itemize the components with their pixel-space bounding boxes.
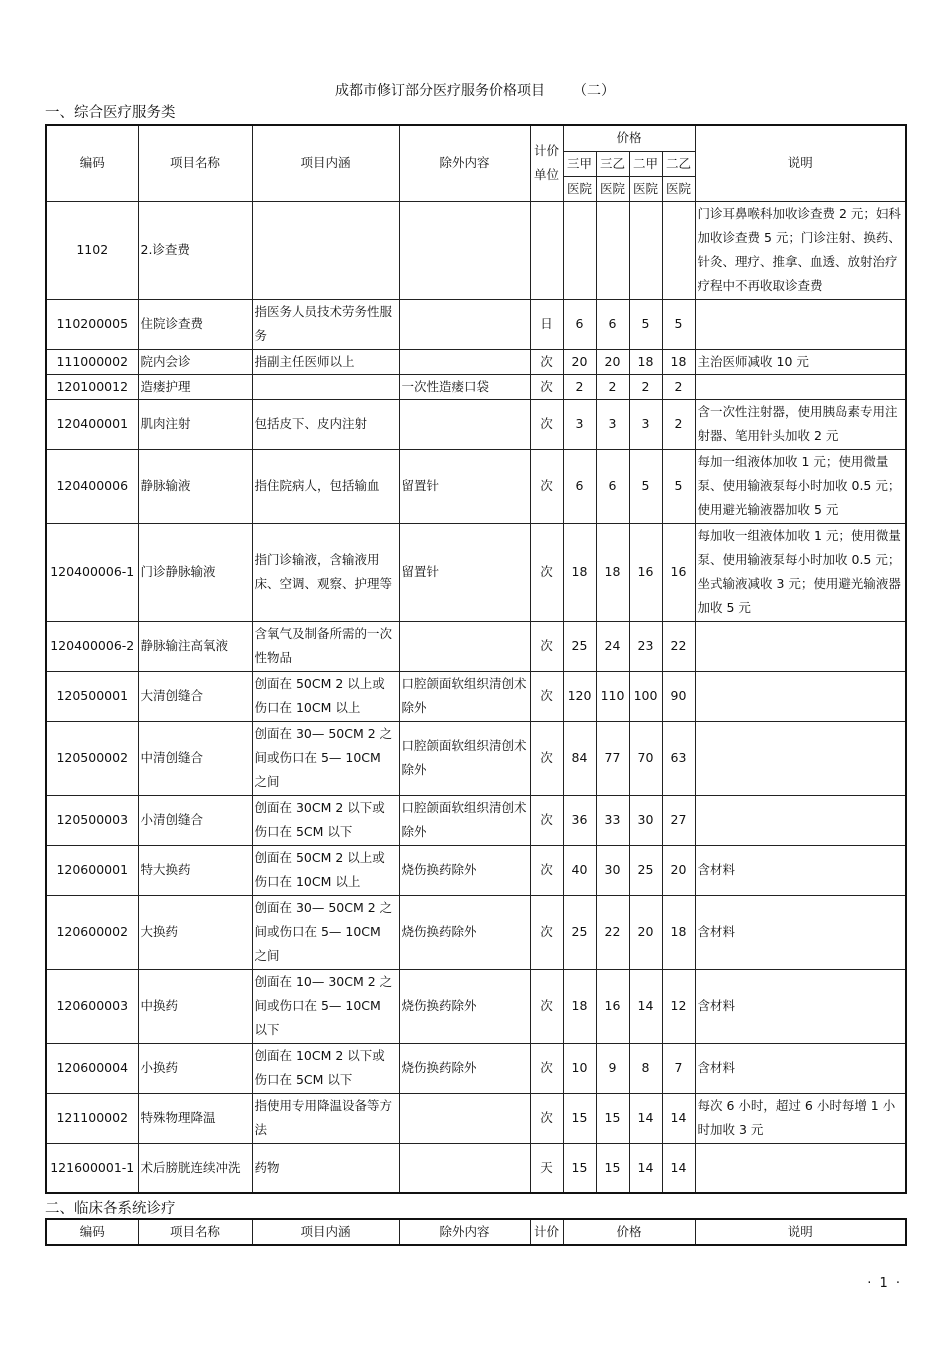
row-code: 120600002 — [46, 895, 138, 969]
row-price-3: 14 — [629, 1143, 662, 1193]
row-exclusion — [399, 1143, 530, 1193]
table2-header-row — [46, 1219, 906, 1245]
row-price-2: 6 — [596, 449, 629, 523]
row-price-4: 16 — [662, 523, 695, 621]
header2-code: 编码 — [46, 1219, 138, 1245]
header2-note: 说明 — [695, 1219, 906, 1245]
row-price-4: 2 — [662, 374, 695, 399]
row-code: 120400006 — [46, 449, 138, 523]
row-price-1: 18 — [563, 523, 596, 621]
table-row — [46, 399, 906, 449]
row-price-1: 15 — [563, 1143, 596, 1193]
price-table-2 — [45, 1218, 907, 1246]
row-code: 121100002 — [46, 1093, 138, 1143]
section-heading-1: 一、综合医疗服务类 — [45, 105, 176, 121]
row-unit: 次 — [530, 795, 563, 845]
header2-price: 价格 — [563, 1219, 695, 1245]
row-note: 含材料 — [695, 969, 906, 1043]
row-price-2: 2 — [596, 374, 629, 399]
row-note — [695, 671, 906, 721]
row-unit: 次 — [530, 845, 563, 895]
row-note — [695, 621, 906, 671]
row-unit: 次 — [530, 349, 563, 374]
row-content — [252, 374, 399, 399]
row-content: 药物 — [252, 1143, 399, 1193]
row-code: 120500001 — [46, 671, 138, 721]
row-exclusion: 口腔颌面软组织清创术除外 — [399, 795, 530, 845]
row-note: 主治医师减收 10 元 — [695, 349, 906, 374]
header-exclusion: 除外内容 — [399, 125, 530, 201]
row-price-4: 5 — [662, 449, 695, 523]
row-price-1: 84 — [563, 721, 596, 795]
header-level-4: 二乙 — [662, 151, 695, 176]
row-note — [695, 374, 906, 399]
row-content: 创面在 10CM 2 以下或伤口在 5CM 以下 — [252, 1043, 399, 1093]
row-price-1: 15 — [563, 1093, 596, 1143]
table-row — [46, 621, 906, 671]
row-code: 120500003 — [46, 795, 138, 845]
table-row — [46, 1093, 906, 1143]
row-exclusion — [399, 201, 530, 299]
row-price-3: 2 — [629, 374, 662, 399]
row-price-1: 40 — [563, 845, 596, 895]
row-price-4: 20 — [662, 845, 695, 895]
row-exclusion — [399, 299, 530, 349]
header2-unit: 计价 — [530, 1219, 563, 1245]
row-price-1: 20 — [563, 349, 596, 374]
table-row — [46, 721, 906, 795]
row-price-2: 15 — [596, 1143, 629, 1193]
row-price-1: 2 — [563, 374, 596, 399]
row-code: 120100012 — [46, 374, 138, 399]
price-table-1 — [45, 124, 907, 1194]
row-price-3: 14 — [629, 969, 662, 1043]
row-note — [695, 1143, 906, 1193]
row-price-2: 77 — [596, 721, 629, 795]
table-row — [46, 1043, 906, 1093]
table-row — [46, 349, 906, 374]
row-name: 特大换药 — [138, 845, 252, 895]
row-code: 120400006-1 — [46, 523, 138, 621]
row-price-3: 30 — [629, 795, 662, 845]
row-code: 120600003 — [46, 969, 138, 1043]
header-name: 项目名称 — [138, 125, 252, 201]
row-price-1: 25 — [563, 895, 596, 969]
table-row — [46, 795, 906, 845]
document-title — [0, 80, 950, 100]
header-code: 编码 — [46, 125, 138, 201]
row-code: 120400001 — [46, 399, 138, 449]
row-price-4: 5 — [662, 299, 695, 349]
row-name: 特殊物理降温 — [138, 1093, 252, 1143]
row-code: 110200005 — [46, 299, 138, 349]
header-level-3: 二甲 — [629, 151, 662, 176]
row-price-2: 110 — [596, 671, 629, 721]
row-price-3: 23 — [629, 621, 662, 671]
row-content: 含氧气及制备所需的一次性物品 — [252, 621, 399, 671]
table-row — [46, 969, 906, 1043]
row-unit: 次 — [530, 523, 563, 621]
row-code: 120500002 — [46, 721, 138, 795]
header-level-2: 三乙 — [596, 151, 629, 176]
row-price-1: 10 — [563, 1043, 596, 1093]
row-note: 含材料 — [695, 895, 906, 969]
row-exclusion — [399, 399, 530, 449]
row-code: 120600004 — [46, 1043, 138, 1093]
row-price-2 — [596, 201, 629, 299]
row-price-1 — [563, 201, 596, 299]
row-note — [695, 299, 906, 349]
row-exclusion — [399, 349, 530, 374]
row-unit: 次 — [530, 1043, 563, 1093]
row-price-4: 14 — [662, 1093, 695, 1143]
row-price-1: 120 — [563, 671, 596, 721]
row-note — [695, 721, 906, 795]
row-price-4: 2 — [662, 399, 695, 449]
row-unit: 次 — [530, 1093, 563, 1143]
header2-name: 项目名称 — [138, 1219, 252, 1245]
row-name: 肌肉注射 — [138, 399, 252, 449]
row-code: 120400006-2 — [46, 621, 138, 671]
table-body — [46, 201, 906, 1193]
row-exclusion: 口腔颌面软组织清创术除外 — [399, 721, 530, 795]
row-price-1: 3 — [563, 399, 596, 449]
row-name: 2.诊查费 — [138, 201, 252, 299]
header2-exclusion: 除外内容 — [399, 1219, 530, 1245]
header-hospital-4: 医院 — [662, 176, 695, 201]
row-unit: 次 — [530, 721, 563, 795]
row-price-2: 9 — [596, 1043, 629, 1093]
row-note: 每次 6 小时，超过 6 小时每增 1 小时加收 3 元 — [695, 1093, 906, 1143]
row-name: 小换药 — [138, 1043, 252, 1093]
row-exclusion: 留置针 — [399, 523, 530, 621]
row-unit — [530, 201, 563, 299]
row-name: 院内会诊 — [138, 349, 252, 374]
row-price-1: 18 — [563, 969, 596, 1043]
row-price-4: 18 — [662, 349, 695, 374]
row-price-2: 24 — [596, 621, 629, 671]
row-exclusion: 口腔颌面软组织清创术除外 — [399, 671, 530, 721]
row-content: 创面在 50CM 2 以上或伤口在 10CM 以上 — [252, 845, 399, 895]
row-name: 静脉输液 — [138, 449, 252, 523]
row-price-3: 16 — [629, 523, 662, 621]
row-unit: 次 — [530, 399, 563, 449]
row-price-2: 22 — [596, 895, 629, 969]
row-price-1: 25 — [563, 621, 596, 671]
row-name: 住院诊查费 — [138, 299, 252, 349]
row-price-1: 36 — [563, 795, 596, 845]
row-exclusion: 烧伤换药除外 — [399, 969, 530, 1043]
row-price-4: 18 — [662, 895, 695, 969]
row-price-3: 8 — [629, 1043, 662, 1093]
row-price-2: 18 — [596, 523, 629, 621]
header-note: 说明 — [695, 125, 906, 201]
row-content: 包括皮下、皮内注射 — [252, 399, 399, 449]
row-price-3: 100 — [629, 671, 662, 721]
row-content: 指使用专用降温设备等方法 — [252, 1093, 399, 1143]
row-price-3: 20 — [629, 895, 662, 969]
row-price-2: 16 — [596, 969, 629, 1043]
row-exclusion: 一次性造瘘口袋 — [399, 374, 530, 399]
row-price-2: 15 — [596, 1093, 629, 1143]
row-content: 创面在 10— 30CM 2 之间或伤口在 5— 10CM 以下 — [252, 969, 399, 1043]
row-exclusion: 烧伤换药除外 — [399, 895, 530, 969]
title-suffix: （二） — [573, 83, 615, 99]
row-price-3: 70 — [629, 721, 662, 795]
row-price-2: 20 — [596, 349, 629, 374]
row-price-2: 33 — [596, 795, 629, 845]
row-note: 含材料 — [695, 845, 906, 895]
header2-content: 项目内涵 — [252, 1219, 399, 1245]
row-exclusion: 留置针 — [399, 449, 530, 523]
row-content: 创面在 30— 50CM 2 之间或伤口在 5— 10CM 之间 — [252, 895, 399, 969]
row-unit: 次 — [530, 374, 563, 399]
row-price-4: 14 — [662, 1143, 695, 1193]
row-price-2: 30 — [596, 845, 629, 895]
header-hospital-3: 医院 — [629, 176, 662, 201]
row-code: 1102 — [46, 201, 138, 299]
table-row — [46, 1143, 906, 1193]
row-content — [252, 201, 399, 299]
row-unit: 次 — [530, 969, 563, 1043]
row-name: 大清创缝合 — [138, 671, 252, 721]
row-name: 术后膀胱连续冲洗 — [138, 1143, 252, 1193]
row-price-4: 12 — [662, 969, 695, 1043]
row-content: 创面在 30CM 2 以下或伤口在 5CM 以下 — [252, 795, 399, 845]
table-row — [46, 523, 906, 621]
row-price-2: 6 — [596, 299, 629, 349]
row-code: 120600001 — [46, 845, 138, 895]
row-exclusion: 烧伤换药除外 — [399, 845, 530, 895]
table-row — [46, 299, 906, 349]
row-unit: 次 — [530, 895, 563, 969]
row-price-3: 3 — [629, 399, 662, 449]
row-unit: 次 — [530, 671, 563, 721]
table-row — [46, 449, 906, 523]
row-unit: 次 — [530, 449, 563, 523]
row-name: 门诊静脉输液 — [138, 523, 252, 621]
title-text: 成都市修订部分医疗服务价格项目 — [335, 83, 545, 99]
row-name: 中换药 — [138, 969, 252, 1043]
row-note: 每加一组液体加收 1 元；使用微量泵、使用输液泵每小时加收 0.5 元；使用避光输液器加收 5 元 — [695, 449, 906, 523]
table-header — [46, 125, 906, 201]
row-price-4: 63 — [662, 721, 695, 795]
row-price-3 — [629, 201, 662, 299]
row-note: 含一次性注射器，使用胰岛素专用注射器、笔用针头加收 2 元 — [695, 399, 906, 449]
row-name: 中清创缝合 — [138, 721, 252, 795]
row-code: 111000002 — [46, 349, 138, 374]
header-hospital-2: 医院 — [596, 176, 629, 201]
row-price-1: 6 — [563, 449, 596, 523]
row-price-4: 27 — [662, 795, 695, 845]
row-exclusion: 烧伤换药除外 — [399, 1043, 530, 1093]
section-heading-2: 二、临床各系统诊疗 — [45, 1201, 176, 1217]
row-content: 指住院病人，包括输血 — [252, 449, 399, 523]
row-price-2: 3 — [596, 399, 629, 449]
table-row — [46, 374, 906, 399]
row-price-4 — [662, 201, 695, 299]
table-row — [46, 895, 906, 969]
row-name: 静脉输注高氧液 — [138, 621, 252, 671]
table-row — [46, 845, 906, 895]
row-unit: 次 — [530, 621, 563, 671]
header-price: 价格 — [563, 125, 695, 151]
row-name: 造瘘护理 — [138, 374, 252, 399]
page-number: · 1 · — [867, 1276, 902, 1291]
row-price-4: 22 — [662, 621, 695, 671]
row-exclusion — [399, 621, 530, 671]
row-name: 大换药 — [138, 895, 252, 969]
row-content: 创面在 30— 50CM 2 之间或伤口在 5— 10CM 之间 — [252, 721, 399, 795]
row-price-4: 7 — [662, 1043, 695, 1093]
row-content: 指副主任医师以上 — [252, 349, 399, 374]
row-content: 指医务人员技术劳务性服务 — [252, 299, 399, 349]
row-name: 小清创缝合 — [138, 795, 252, 845]
row-price-3: 25 — [629, 845, 662, 895]
row-note: 门诊耳鼻喉科加收诊查费 2 元；妇科加收诊查费 5 元；门诊注射、换药、针灸、理疗、推拿、血透、放射治疗疗程中不再收取诊查费 — [695, 201, 906, 299]
row-exclusion — [399, 1093, 530, 1143]
table-row — [46, 671, 906, 721]
row-price-3: 18 — [629, 349, 662, 374]
row-content: 创面在 50CM 2 以上或伤口在 10CM 以上 — [252, 671, 399, 721]
table-row — [46, 201, 906, 299]
row-price-1: 6 — [563, 299, 596, 349]
header-content: 项目内涵 — [252, 125, 399, 201]
row-price-4: 90 — [662, 671, 695, 721]
header-unit: 计价 单位 — [530, 125, 563, 201]
row-price-3: 5 — [629, 449, 662, 523]
row-unit: 天 — [530, 1143, 563, 1193]
row-price-3: 5 — [629, 299, 662, 349]
row-content: 指门诊输液，含输液用床、空调、观察、护理等 — [252, 523, 399, 621]
header-hospital-1: 医院 — [563, 176, 596, 201]
row-price-3: 14 — [629, 1093, 662, 1143]
row-code: 121600001-1 — [46, 1143, 138, 1193]
row-note: 含材料 — [695, 1043, 906, 1093]
row-unit: 日 — [530, 299, 563, 349]
row-note: 每加收一组液体加收 1 元；使用微量泵、使用输液泵每小时加收 0.5 元；坐式输液减收 3 元；使用避光输液器加收 5 元 — [695, 523, 906, 621]
header-level-1: 三甲 — [563, 151, 596, 176]
row-note — [695, 795, 906, 845]
